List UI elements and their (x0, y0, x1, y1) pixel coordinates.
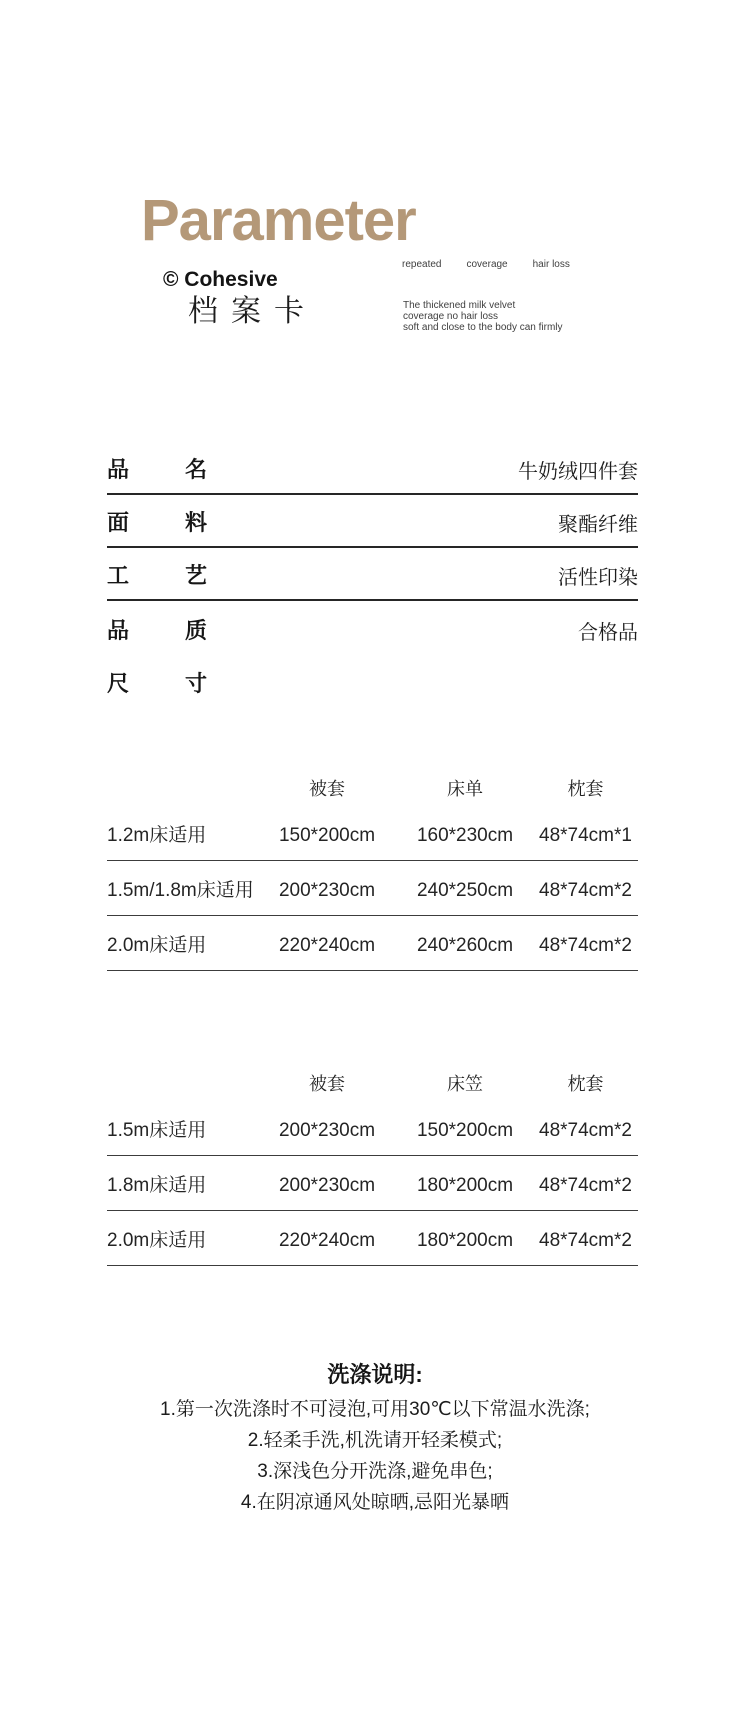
size-cell: 220*240cm (278, 1230, 376, 1251)
size-cell: 48*74cm*1 (539, 825, 632, 846)
spec-label: 品 质 (107, 618, 225, 643)
size-cell: 48*74cm*2 (539, 935, 632, 956)
spec-label: 品 名 (107, 457, 225, 482)
size-cell: 200*230cm (278, 1120, 376, 1141)
spec-row-fabric (107, 495, 638, 548)
washing-instruction: 4.在阴凉通风处晾晒,忌阳光暴晒 (240, 1492, 510, 1513)
size-cell: 48*74cm*2 (539, 880, 632, 901)
size-cell: 240*260cm (416, 935, 514, 956)
size-row-label: 2.0m床适用 (107, 935, 207, 956)
size-col-header: 被套 (309, 779, 345, 799)
size-cell: 220*240cm (278, 935, 376, 956)
feature-tags (402, 259, 570, 270)
size-col-header: 枕套 (567, 779, 604, 799)
spec-label: 工 艺 (107, 563, 225, 588)
size-row (107, 1156, 638, 1211)
size-col-header: 被套 (309, 1074, 345, 1094)
size-table-1-header (107, 770, 638, 806)
size-cell: 48*74cm*2 (539, 1175, 632, 1196)
spec-label: 尺 寸 (107, 671, 225, 696)
description-line: coverage no hair loss (403, 311, 499, 322)
size-row (107, 861, 638, 916)
size-row-label: 1.2m床适用 (107, 825, 207, 846)
washing-title: 洗涤说明: (327, 1362, 423, 1387)
size-row-label: 1.8m床适用 (107, 1175, 207, 1196)
size-cell: 150*200cm (278, 825, 376, 846)
size-row (107, 806, 638, 861)
spec-row-size (107, 654, 638, 707)
size-col-header: 床单 (447, 779, 483, 799)
archive-card-label: 档案卡 (188, 295, 317, 328)
size-cell: 48*74cm*2 (539, 1120, 632, 1141)
size-cell: 180*200cm (416, 1230, 514, 1251)
size-row-label: 1.5m床适用 (107, 1120, 207, 1141)
size-cell: 160*230cm (416, 825, 514, 846)
size-cell: 240*250cm (416, 880, 514, 901)
page-title: Parameter (141, 188, 416, 253)
washing-instruction: 2.轻柔手洗,机洗请开轻柔模式; (247, 1430, 503, 1451)
size-row-label: 2.0m床适用 (107, 1230, 207, 1251)
feature-tag: hair loss (532, 259, 570, 270)
spec-label: 面 料 (107, 510, 225, 535)
size-col-header: 枕套 (567, 1074, 604, 1094)
size-table-1 (107, 770, 638, 971)
product-description (403, 300, 563, 333)
feature-tag: repeated (402, 259, 442, 270)
brand-label: © Cohesive (163, 268, 278, 291)
feature-tag: coverage (466, 259, 508, 270)
size-row-label: 1.5m/1.8m床适用 (107, 880, 254, 901)
size-row (107, 1101, 638, 1156)
size-table-2-header (107, 1065, 638, 1101)
size-cell: 150*200cm (416, 1120, 514, 1141)
spec-row-quality (107, 601, 638, 654)
spec-value: 合格品 (578, 622, 638, 644)
spec-row-craft (107, 548, 638, 601)
description-line: soft and close to the body can firmly (403, 322, 563, 333)
spec-value: 聚酯纤维 (558, 514, 638, 536)
size-col-header: 床笠 (447, 1074, 483, 1094)
size-cell: 200*230cm (278, 880, 376, 901)
size-cell: 180*200cm (416, 1175, 514, 1196)
spec-row-product-name (107, 442, 638, 495)
size-table-2 (107, 1065, 638, 1266)
size-row (107, 916, 638, 971)
size-row (107, 1211, 638, 1266)
description-line: The thickened milk velvet (403, 300, 516, 311)
size-cell: 48*74cm*2 (539, 1230, 632, 1251)
spec-list (107, 442, 638, 707)
washing-instructions (0, 1362, 750, 1518)
spec-value: 活性印染 (558, 567, 638, 589)
size-cell: 200*230cm (278, 1175, 376, 1196)
washing-instruction: 1.第一次洗涤时不可浸泡,可用30℃以下常温水洗涤; (160, 1399, 590, 1420)
spec-value: 牛奶绒四件套 (518, 461, 638, 483)
washing-instruction: 3.深浅色分开洗涤,避免串色; (257, 1461, 493, 1482)
